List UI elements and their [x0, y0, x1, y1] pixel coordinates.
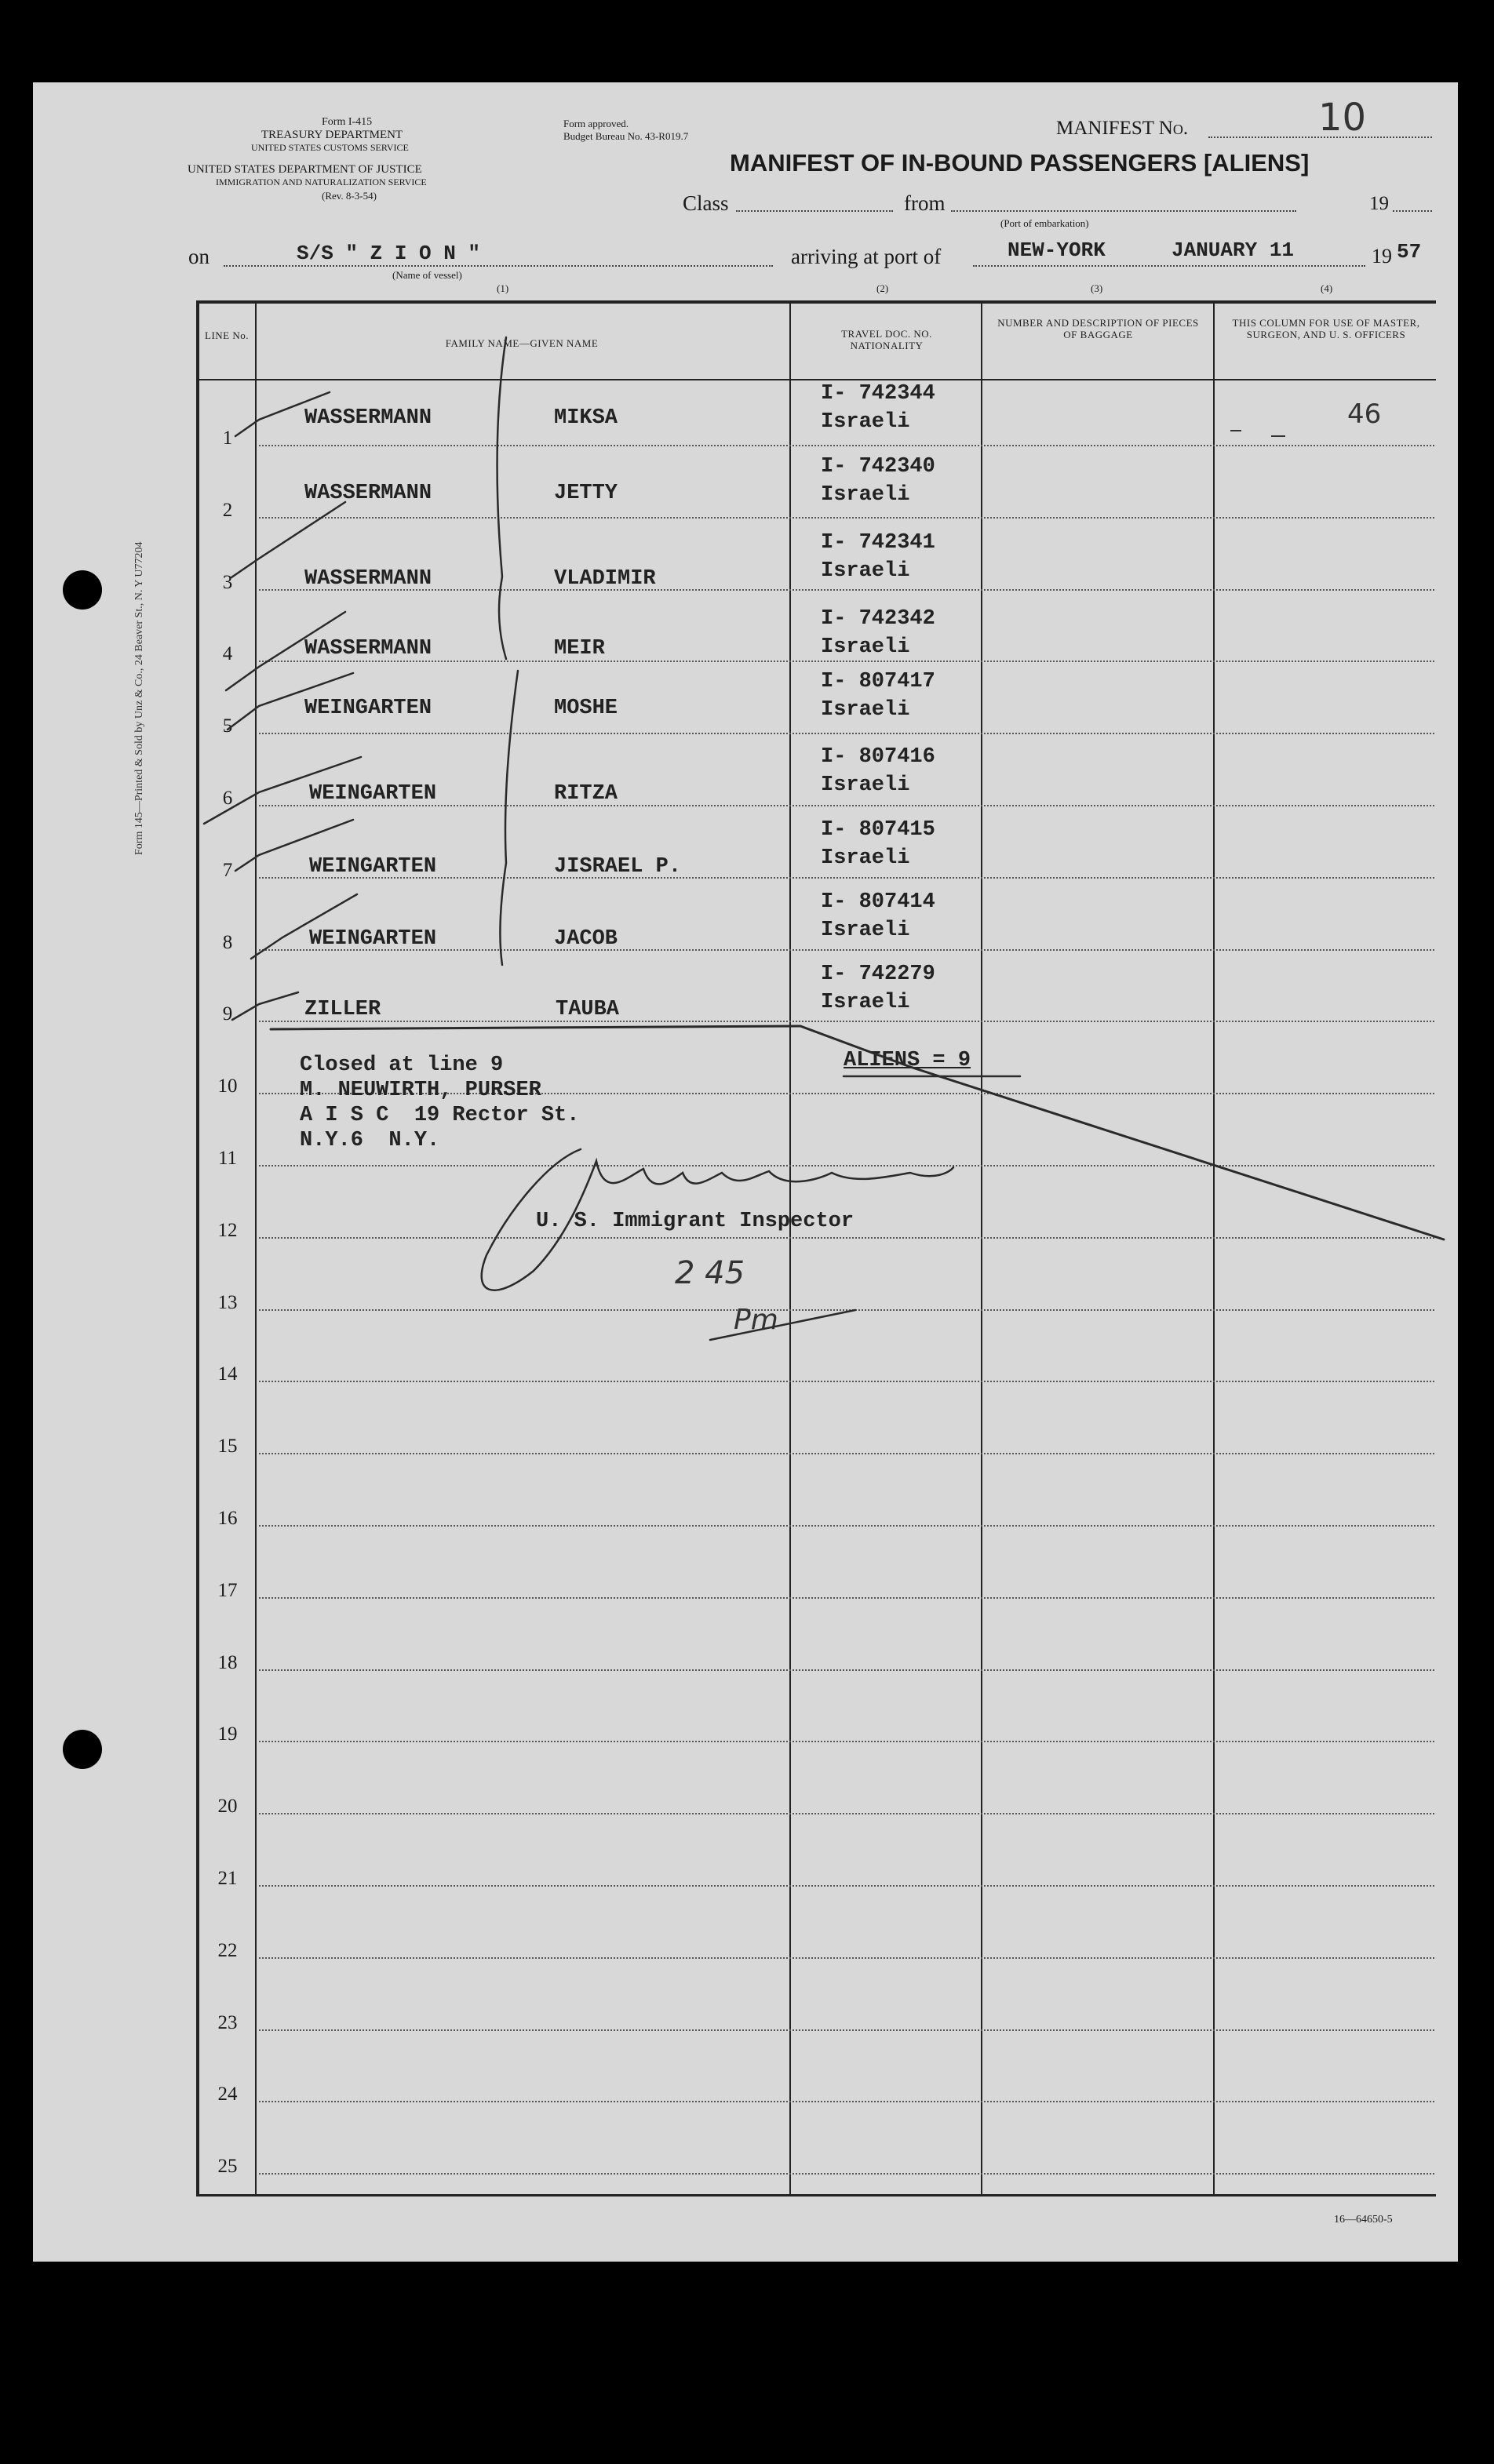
purser-name: M. NEUWIRTH, PURSER [300, 1079, 541, 1102]
nationality: Israeli [821, 635, 910, 659]
department-title: TREASURY DEPARTMENT [261, 129, 403, 141]
line-number: 18 [217, 1652, 238, 1673]
family-name: WASSERMANN [304, 482, 432, 505]
travel-doc-number: I- 807416 [821, 745, 935, 769]
tick-mark-8 [251, 894, 357, 959]
footer-code: 16—64650-5 [1334, 2214, 1393, 2226]
class-label: Class [683, 191, 729, 215]
nationality: Israeli [821, 919, 910, 942]
line-number: 6 [222, 788, 233, 809]
col-header-travel-doc: TRAVEL DOC. NO. NATIONALITY [841, 328, 932, 351]
tick-mark-3 [231, 502, 345, 577]
line-number: 25 [217, 2156, 238, 2177]
tick-mark-5 [228, 673, 353, 730]
line-number: 20 [217, 1796, 238, 1817]
tick-mark-7 [235, 820, 353, 871]
inspector-title: U. S. Immigrant Inspector [536, 1210, 854, 1233]
line-number: 14 [217, 1363, 238, 1385]
family-name: WASSERMANN [304, 637, 432, 661]
given-name: JETTY [554, 482, 618, 505]
travel-doc-number: I- 742344 [821, 382, 935, 406]
col-header-officers: THIS COLUMN FOR USE OF MASTER, SURGEON, AND U. S. OFFICERS [1232, 317, 1420, 340]
tick-mark-1 [235, 392, 330, 436]
col-marker-1: (1) [497, 282, 509, 294]
year-prefix-1: 19 [1369, 193, 1389, 214]
arriving-label: arriving at port of [791, 245, 942, 268]
bracket-wassermann [497, 337, 506, 659]
col-marker-4: (4) [1321, 282, 1333, 294]
arrival-port: NEW-YORK [1008, 238, 1106, 262]
col-header-name: FAMILY NAME—GIVEN NAME [445, 337, 599, 349]
officer-note: 46 [1347, 399, 1382, 430]
vessel-caption: (Name of vessel) [392, 269, 462, 281]
on-label: on [188, 245, 210, 268]
nationality: Israeli [821, 991, 910, 1014]
tick-mark-9 [232, 992, 298, 1020]
col-header-baggage: NUMBER AND DESCRIPTION OF PIECES OF BAGGAGE [997, 317, 1199, 340]
line-number: 8 [222, 932, 233, 953]
manifest-title: MANIFEST OF IN-BOUND PASSENGERS [ALIENS] [730, 149, 1310, 177]
manifest-number: 10 [1318, 96, 1367, 140]
line-number: 19 [217, 1723, 238, 1745]
family-name: WEINGARTEN [304, 697, 432, 720]
inspector-time-suffix: Pm [734, 1304, 778, 1336]
family-name: ZILLER [304, 998, 381, 1021]
line-number: 10 [217, 1075, 238, 1097]
line-number: 24 [217, 2084, 238, 2105]
line-number: 21 [217, 1868, 238, 1889]
family-name: WASSERMANN [304, 406, 432, 430]
travel-doc-number: I- 807414 [821, 890, 935, 914]
line-number: 13 [217, 1292, 238, 1313]
travel-doc-number: I- 742341 [821, 531, 935, 555]
line-number: 3 [222, 572, 233, 593]
given-name: RITZA [554, 782, 618, 806]
given-name: MEIR [554, 637, 605, 661]
given-name: VLADIMIR [554, 567, 656, 591]
form-number: Form I-415 [322, 116, 373, 128]
line-number: 4 [222, 643, 233, 664]
col-header-line-no: LINE No. [205, 329, 249, 341]
closing-line [271, 1026, 1444, 1239]
printer-side-text: Form 145—Printed & Sold by Unz & Co., 24 Beaver St., N. Y U77204 [133, 541, 145, 855]
line-number: 11 [217, 1148, 238, 1169]
tick-mark-4 [226, 612, 345, 690]
inspector-signature [482, 1149, 953, 1290]
customs-title: UNITED STATES CUSTOMS SERVICE [251, 142, 409, 153]
signature-underline [710, 1310, 855, 1340]
budget-bureau: Budget Bureau No. 43-R019.7 [563, 130, 689, 142]
bracket-weingarten [500, 671, 518, 965]
line-number: 16 [217, 1508, 238, 1529]
family-name: WEINGARTEN [309, 782, 437, 806]
given-name: TAUBA [556, 998, 620, 1021]
manifest-number-label: MANIFEST No. [1056, 118, 1189, 139]
line-number: 15 [217, 1436, 238, 1457]
arrival-year: 57 [1397, 240, 1422, 264]
col-marker-3: (3) [1091, 282, 1103, 294]
agent-address-1: A I S C 19 Rector St. [300, 1104, 580, 1127]
line-number: 22 [217, 1940, 238, 1961]
nationality: Israeli [821, 410, 910, 434]
year-prefix-2: 19 [1372, 245, 1392, 268]
travel-doc-number: I- 742342 [821, 607, 935, 631]
line-number: 23 [217, 2012, 238, 2033]
given-name: JACOB [554, 927, 618, 951]
arrival-date: JANUARY 11 [1172, 238, 1295, 262]
line-number: 9 [222, 1003, 233, 1025]
justice-title: UNITED STATES DEPARTMENT OF JUSTICE [188, 163, 422, 176]
nationality: Israeli [821, 846, 910, 870]
inspector-time-note: 2 45 [675, 1255, 745, 1291]
line-number: 12 [217, 1220, 238, 1241]
nationality: Israeli [821, 773, 910, 797]
nationality: Israeli [821, 559, 910, 583]
closed-at-line: Closed at line 9 [300, 1054, 504, 1077]
given-name: MIKSA [554, 406, 618, 430]
ins-title: IMMIGRATION AND NATURALIZATION SERVICE [216, 177, 427, 187]
col-marker-2: (2) [876, 282, 889, 294]
travel-doc-number: I- 807417 [821, 670, 935, 693]
agent-address-2: N.Y.6 N.Y. [300, 1129, 440, 1152]
form-revision: (Rev. 8-3-54) [322, 190, 377, 202]
nationality: Israeli [821, 698, 910, 722]
from-label: from [904, 191, 946, 215]
family-name: WASSERMANN [304, 567, 432, 591]
line-number: 7 [222, 860, 233, 881]
line-number: 1 [222, 428, 233, 449]
line-number: 5 [222, 715, 233, 737]
port-embarkation-caption: (Port of embarkation) [1000, 217, 1089, 229]
line-number: 17 [217, 1580, 238, 1601]
given-name: JISRAEL P. [554, 855, 682, 879]
tick-mark-6 [204, 757, 361, 824]
vessel-name: S/S " Z I O N " [297, 242, 481, 265]
family-name: WEINGARTEN [309, 927, 437, 951]
travel-doc-number: I- 742279 [821, 963, 935, 986]
line-number: 2 [222, 500, 233, 521]
family-name: WEINGARTEN [309, 855, 437, 879]
travel-doc-number: I- 742340 [821, 455, 935, 479]
given-name: MOSHE [554, 697, 618, 720]
form-approved: Form approved. [563, 118, 629, 129]
aliens-total: ALIENS = 9 [844, 1049, 971, 1072]
nationality: Israeli [821, 483, 910, 507]
travel-doc-number: I- 807415 [821, 818, 935, 842]
